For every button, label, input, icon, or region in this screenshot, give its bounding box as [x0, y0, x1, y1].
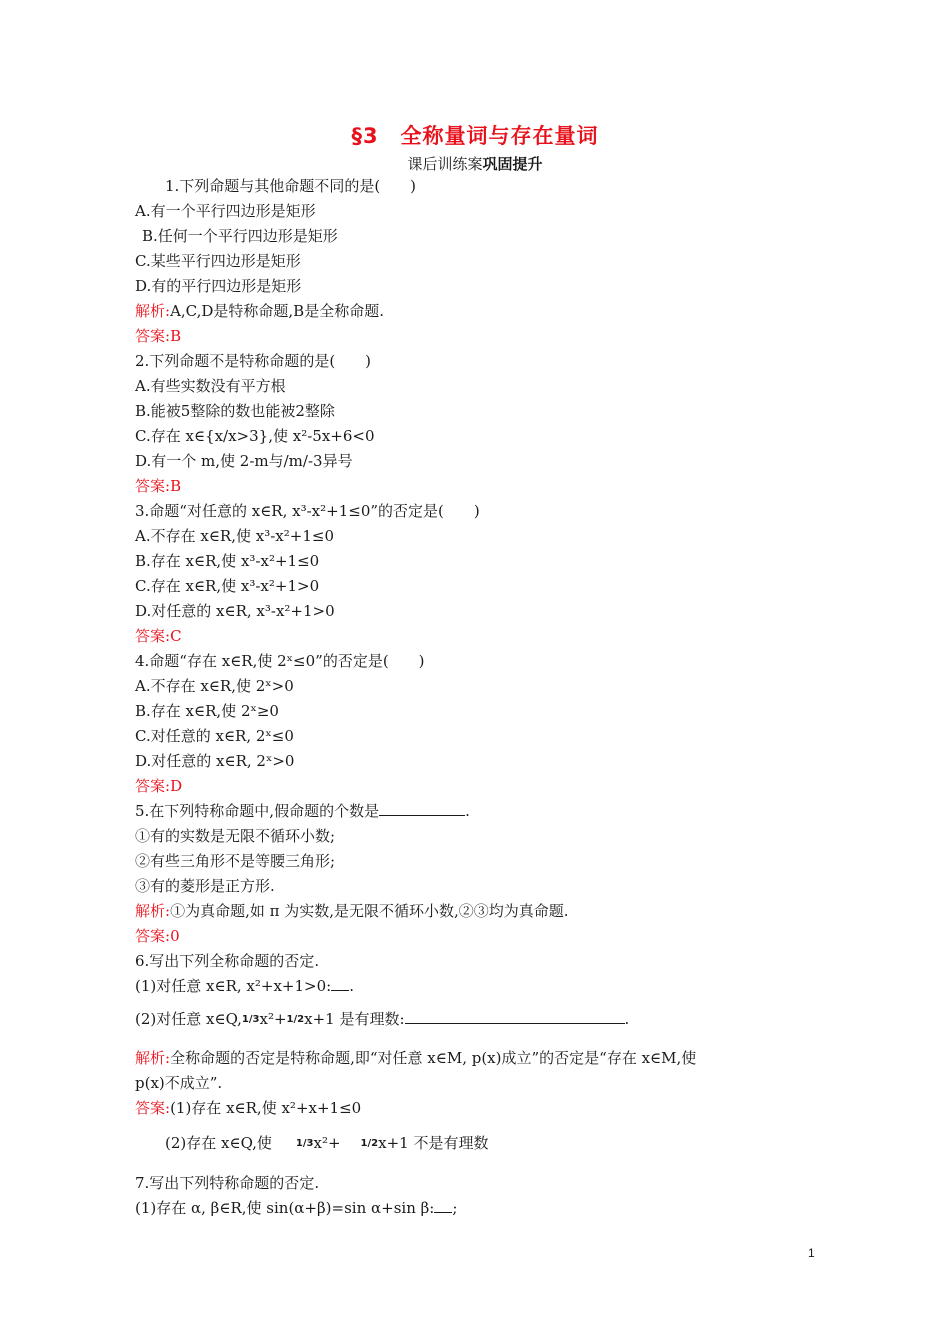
q6-part2-end: .: [624, 1010, 630, 1028]
q2-answer: [135, 475, 181, 497]
q4-option-c: C.对任意的 x∈R, 2ˣ≤0: [135, 727, 294, 745]
q3-answer: [135, 625, 182, 647]
q1-option-a: A.有一个平行四边形是矩形: [135, 202, 316, 220]
q6-part2: [135, 1008, 629, 1030]
subtitle-bold: 巩固提升: [482, 155, 543, 173]
q1-option-d: D.有的平行四边形是矩形: [135, 277, 302, 295]
q2-option-a: A.有些实数没有平方根: [135, 377, 286, 395]
q5-analysis: [135, 900, 569, 922]
answer-label: 答案:: [135, 1099, 171, 1117]
q6-part1-end: .: [349, 977, 354, 995]
answer-text: D: [170, 777, 183, 795]
q2-option-c: C.存在 x∈{x/x>3},使 x²-5x+6<0: [135, 427, 375, 445]
analysis-text: 全称命题的否定是特称命题,即“对任意 x∈M, p(x)成立”的否定是“存在 x∈M,使: [170, 1049, 697, 1067]
q6-part2-b: x²+: [259, 1010, 287, 1028]
q4-option-a: A.不存在 x∈R,使 2ˣ>0: [135, 677, 294, 695]
analysis-text: ①为真命题,如 π 为实数,是无限不循环小数,②③均为真命题.: [170, 902, 569, 920]
q3-option-b: B.存在 x∈R,使 x³-x²+1≤0: [135, 552, 320, 570]
q4-option-b: B.存在 x∈R,使 2ˣ≥0: [135, 702, 279, 720]
q6-part2-c: x+1 是有理数:: [304, 1010, 405, 1028]
answer-label: 答案:: [135, 627, 171, 645]
answer-blank[interactable]: [331, 976, 349, 991]
answer-label: 答案:: [135, 477, 171, 495]
answer-blank[interactable]: [405, 1009, 625, 1024]
q1-answer: [135, 325, 181, 347]
answer-text: C: [170, 627, 182, 645]
answer2-a: (2)存在 x∈Q,使: [165, 1134, 272, 1152]
fraction-one-third: 1/3: [241, 1014, 260, 1025]
q4-stem: 4.命题“存在 x∈R,使 2ˣ≤0”的否定是( ): [135, 652, 425, 670]
q6-part1-text: (1)对任意 x∈R, x²+x+1>0:: [135, 977, 332, 995]
q6-analysis-line1: [135, 1047, 696, 1069]
answer-blank[interactable]: [379, 801, 465, 816]
q5-stem-text: 5.在下列特称命题中,假命题的个数是: [135, 802, 380, 820]
answer-text: (1)存在 x∈R,使 x²+x+1≤0: [170, 1099, 362, 1117]
q2-stem: 2.下列命题不是特称命题的是( ): [135, 352, 372, 370]
fraction-one-third: 1/3: [295, 1138, 314, 1149]
analysis-label: 解析:: [135, 302, 171, 320]
q7-stem: 7.写出下列特称命题的否定.: [135, 1174, 320, 1192]
q4-answer: [135, 775, 182, 797]
answer-text: 0: [170, 927, 180, 945]
analysis-text: A,C,D是特称命题,B是全称命题.: [170, 302, 384, 320]
answer2-b: x²+: [313, 1134, 341, 1152]
answer-label: 答案:: [135, 327, 171, 345]
page-title: §3 全称量词与存在量词: [351, 124, 599, 148]
q5-item-3: ③有的菱形是正方形.: [135, 877, 275, 895]
q6-answer-1: [135, 1097, 361, 1119]
answer-blank[interactable]: [434, 1198, 452, 1213]
q6-stem: 6.写出下列全称命题的否定.: [135, 952, 320, 970]
answer-text: B: [170, 477, 182, 495]
q3-option-a: A.不存在 x∈R,使 x³-x²+1≤0: [135, 527, 334, 545]
q5-answer: [135, 925, 180, 947]
page-number: 1: [808, 1246, 815, 1260]
q2-option-b: B.能被5整除的数也能被2整除: [135, 402, 335, 420]
subtitle-prefix: 课后训练案: [407, 155, 483, 173]
q7-part1-end: ;: [452, 1199, 458, 1217]
fraction-one-half: 1/2: [360, 1138, 379, 1149]
analysis-label: 解析:: [135, 902, 171, 920]
q6-analysis-line2: p(x)不成立”.: [135, 1074, 223, 1092]
q1-option-c: C.某些平行四边形是矩形: [135, 252, 301, 270]
page-subtitle: [0, 153, 950, 174]
q5-stem: [135, 800, 470, 822]
q3-option-c: C.存在 x∈R,使 x³-x²+1>0: [135, 577, 320, 595]
q5-item-1: ①有的实数是无限不循环小数;: [135, 827, 336, 845]
q6-part2-a: (2)对任意 x∈Q,: [135, 1010, 242, 1028]
analysis-label: 解析:: [135, 1049, 171, 1067]
fraction-one-half: 1/2: [286, 1014, 305, 1025]
q6-answer-2: [165, 1132, 488, 1154]
q4-option-d: D.对任意的 x∈R, 2ˣ>0: [135, 752, 295, 770]
q7-part1-text: (1)存在 α, β∈R,使 sin(α+β)=sin α+sin β:: [135, 1199, 435, 1217]
q3-stem: 3.命题“对任意的 x∈R, x³-x²+1≤0”的否定是( ): [135, 502, 480, 520]
answer-text: B: [170, 327, 182, 345]
q6-part1: [135, 975, 354, 997]
q1-stem: 1.下列命题与其他命题不同的是( ): [165, 177, 417, 195]
q7-part1: [135, 1197, 457, 1219]
answer-label: 答案:: [135, 927, 171, 945]
q5-item-2: ②有些三角形不是等腰三角形;: [135, 852, 336, 870]
q1-analysis: [135, 300, 384, 322]
q3-option-d: D.对任意的 x∈R, x³-x²+1>0: [135, 602, 335, 620]
q2-option-d: D.有一个 m,使 2-m与/m/-3异号: [135, 452, 353, 470]
q1-option-b: B.任何一个平行四边形是矩形: [142, 227, 338, 245]
q5-stem-end: .: [465, 802, 470, 820]
answer-label: 答案:: [135, 777, 171, 795]
answer2-c: x+1 不是有理数: [378, 1134, 489, 1152]
